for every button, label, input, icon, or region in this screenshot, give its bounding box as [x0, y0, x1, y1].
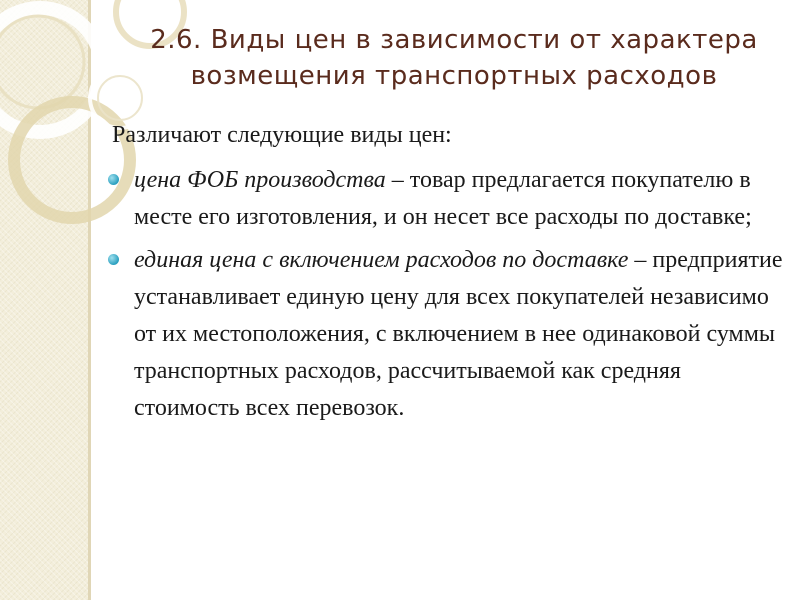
bullet-text: – предприятие устанавливает единую цену для всех покупателей независимо от их местоположения, с включением в нее одинаковой суммы транспортных расходов, рассчитываемой как средняя стоимость всех перевозок. [134, 247, 783, 421]
bullet-item [108, 242, 788, 427]
bullet-text: – товар предлагается покупателю в месте его изготовления, и он несет все расходы по доставке; [134, 167, 752, 230]
round-bullet-icon [108, 254, 119, 265]
bullet-term: цена ФОБ производства [134, 167, 386, 193]
slide-body [108, 117, 788, 433]
round-bullet-icon [108, 174, 119, 185]
slide-title: 2.6. Виды цен в зависимости от характера возмещения транспортных расходов [150, 25, 758, 91]
bullet-item [108, 162, 788, 236]
bullet-term: единая цена с включением расходов по доставке [134, 247, 629, 273]
intro-text: Различают следующие виды цен: [112, 122, 452, 148]
